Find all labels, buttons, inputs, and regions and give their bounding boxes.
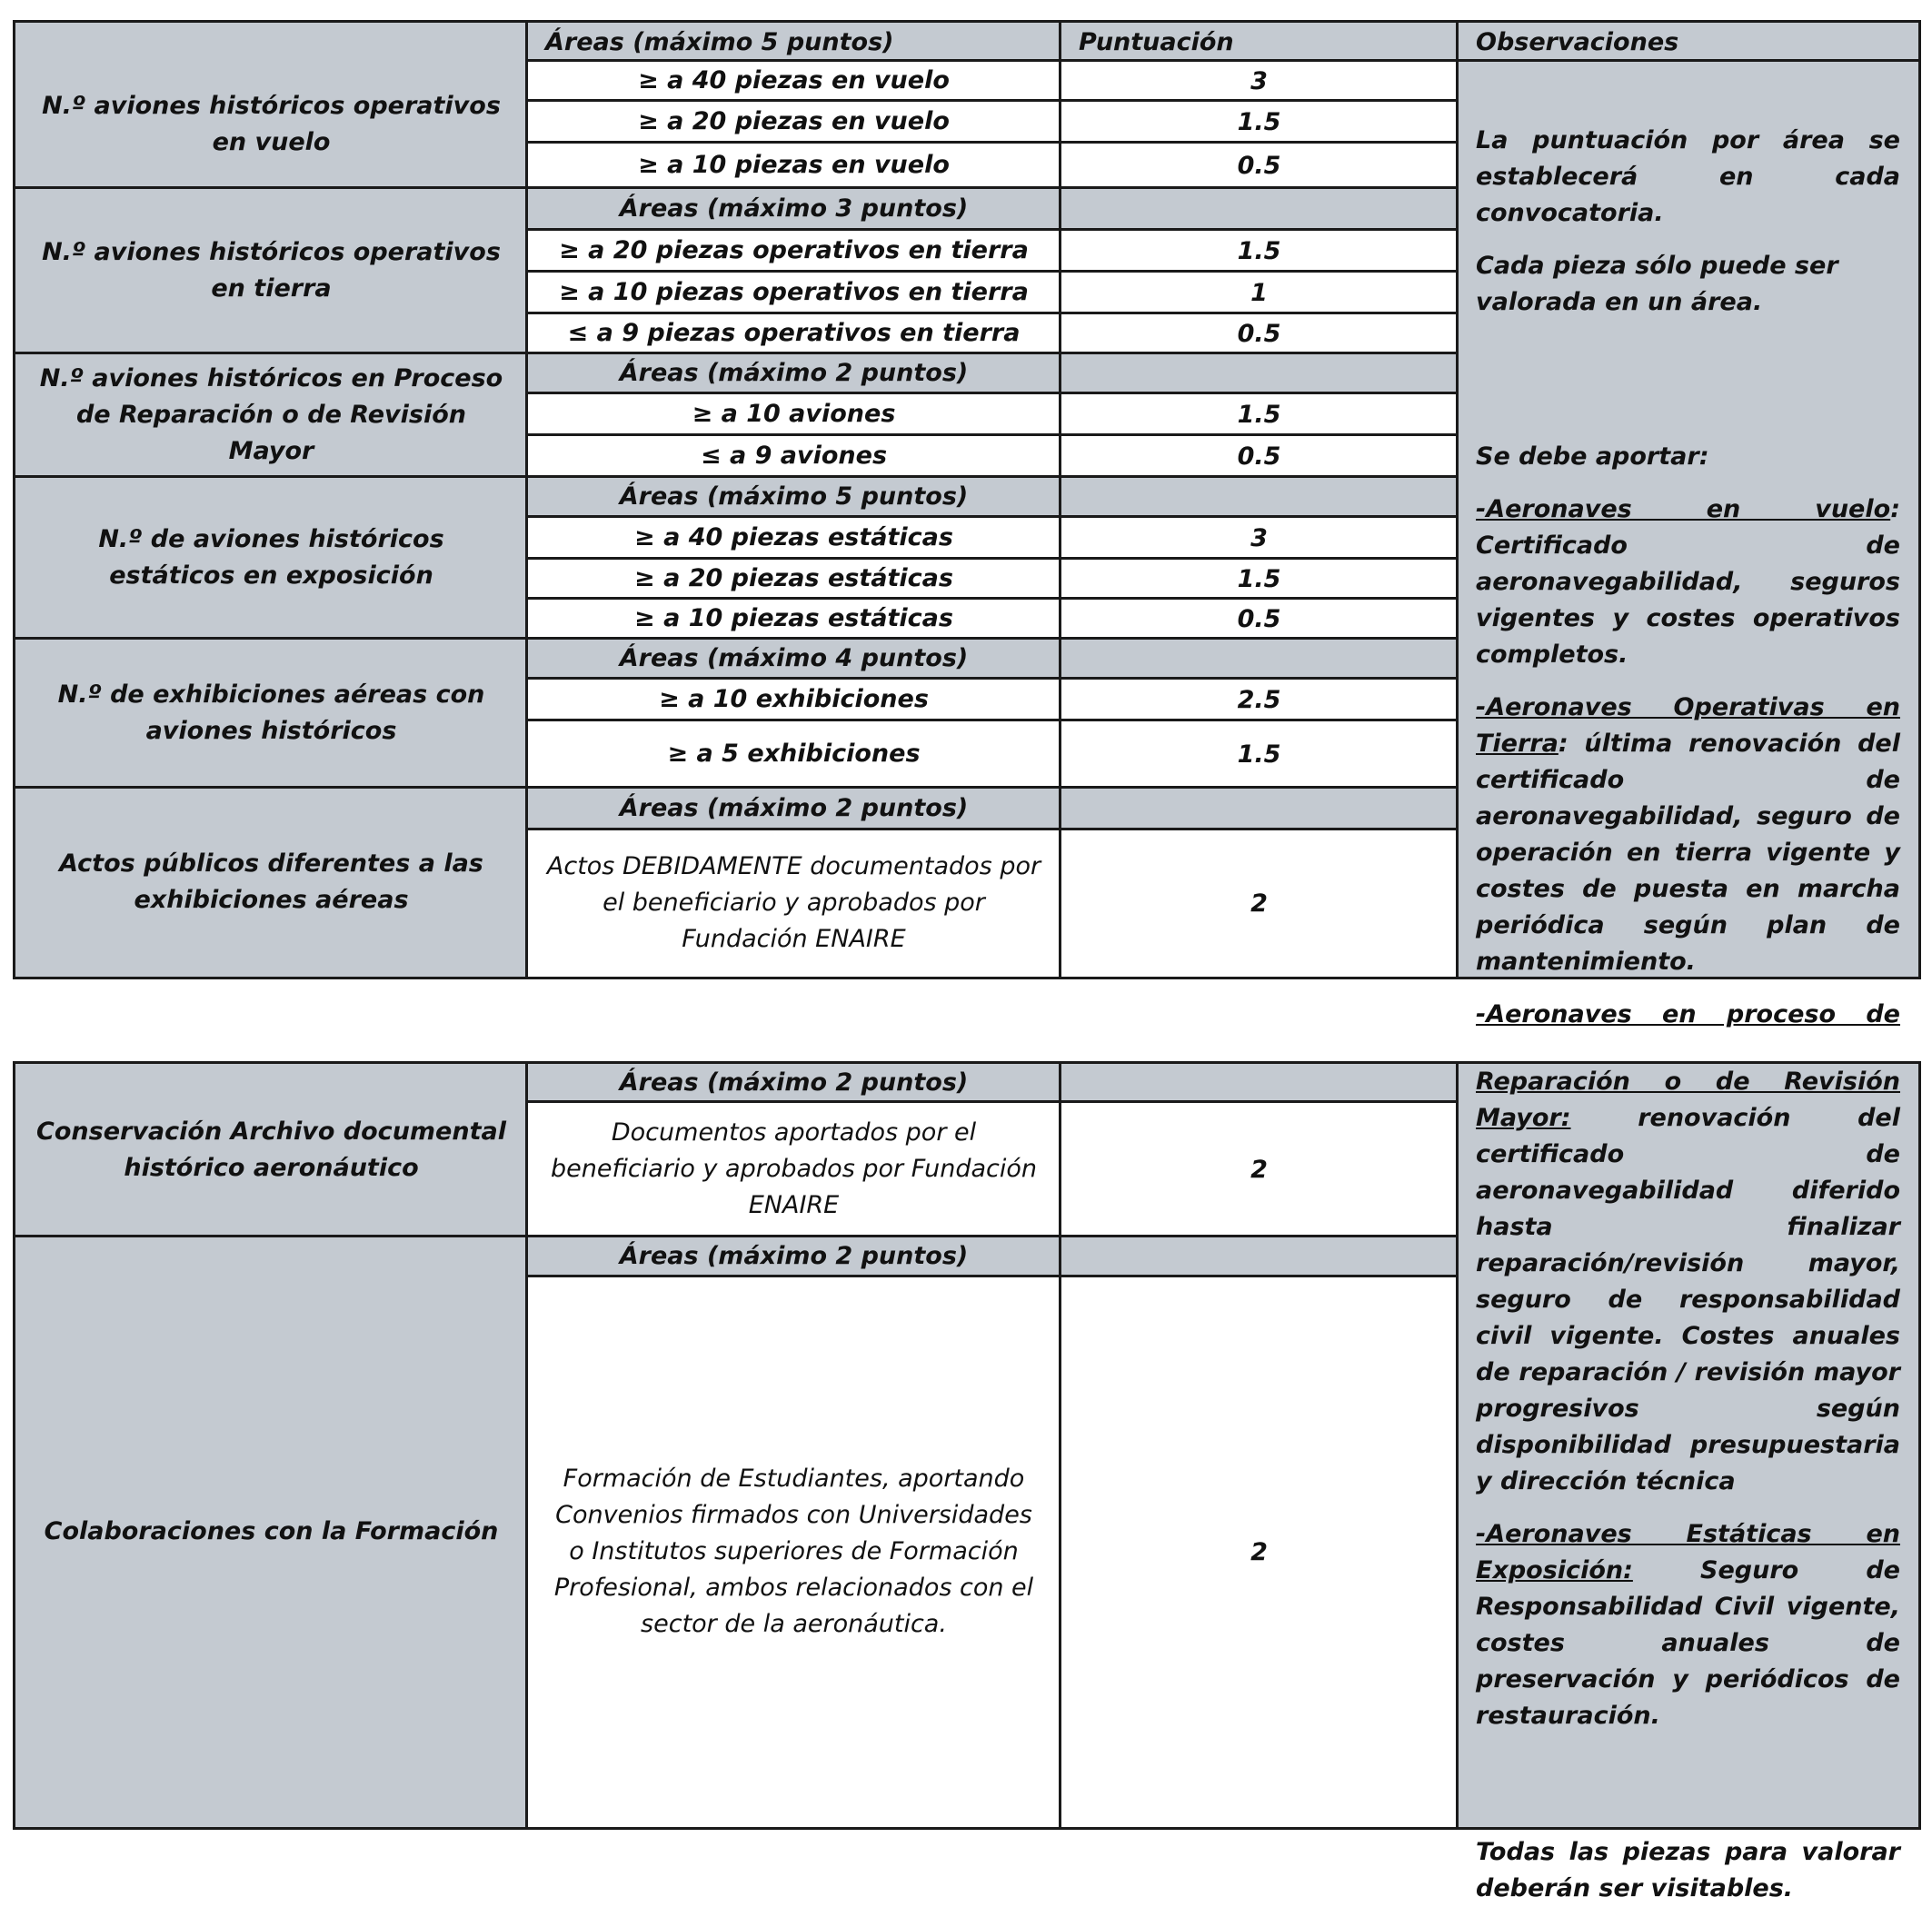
score-cell: 2	[1061, 829, 1458, 977]
obs-title: Reparación o de Revisión Mayor:	[1476, 1068, 1900, 1132]
obs-text: renovación del certificado de aeronavegabilidad diferido hasta finalizar reparación/revisión mayor, seguro de responsabilidad civil vigente. Costes anuales de reparación / revisión mayor progresivos según disponibilidad presupuestaria y dirección técnica	[1476, 1104, 1900, 1495]
area-cell: ≥ a 10 piezas operativos en tierra	[527, 272, 1061, 313]
score-cell: 0.5	[1061, 599, 1458, 639]
obs-paragraph	[1476, 997, 1900, 1033]
areas-subheader: Áreas (máximo 2 puntos)	[527, 788, 1061, 829]
group-label: N.º aviones históricos operativos en tierra	[42, 238, 501, 303]
obs-text: Seguro de Responsabilidad Civil vigente, costes anuales de preservación y periódicos de restauración.	[1476, 1556, 1900, 1730]
empty-cell	[1061, 1064, 1458, 1102]
observaciones-header: Observaciones	[1458, 23, 1918, 61]
area-cell: ≤ a 9 piezas operativos en tierra	[527, 313, 1061, 353]
areas-subheader: Áreas (máximo 3 puntos)	[527, 188, 1061, 230]
area-cell: ≥ a 5 exhibiciones	[527, 720, 1061, 788]
areas-subheader: Áreas (máximo 4 puntos)	[527, 639, 1061, 679]
empty-cell	[1061, 788, 1458, 829]
area-cell: ≥ a 40 piezas en vuelo	[527, 61, 1061, 101]
obs-paragraph	[1476, 1516, 1900, 1734]
area-cell: ≥ a 40 piezas estáticas	[527, 517, 1061, 559]
obs-paragraph: La puntuación por área se establecerá en cada convocatoria.	[1476, 126, 1900, 227]
obs-paragraph	[1476, 690, 1900, 980]
score-cell: 1.5	[1061, 720, 1458, 788]
score-cell: 0.5	[1061, 143, 1458, 188]
areas-subheader: Áreas (máximo 2 puntos)	[527, 353, 1061, 393]
area-cell: ≤ a 9 aviones	[527, 435, 1061, 477]
score-cell: 1.5	[1061, 393, 1458, 435]
obs-title: -Aeronaves en proceso de	[1476, 1000, 1900, 1028]
obs-text: : Certificado de aeronavegabilidad, seguros vigentes y costes operativos completos.	[1476, 495, 1900, 669]
group-label: N.º de exhibiciones aéreas con aviones históricos	[57, 680, 485, 745]
score-cell: 1.5	[1061, 559, 1458, 599]
area-cell: ≥ a 20 piezas estáticas	[527, 559, 1061, 599]
score-cell: 1.5	[1061, 101, 1458, 143]
score-cell: 3	[1061, 517, 1458, 559]
obs-text: : última renovación del certificado de aeronavegabilidad, seguro de operación en tierra vigente y costes de puesta en marcha periódica según plan de mantenimiento.	[1476, 730, 1900, 976]
areas-subheader: Áreas (máximo 2 puntos)	[527, 1237, 1061, 1276]
observaciones-cell	[1458, 61, 1918, 1028]
scoring-table-1	[13, 20, 1921, 1028]
area-cell: Formación de Estudiantes, aportando Convenios firmados con Universidades o Institutos superiores de Formación Profesional, ambos relacionados con el sector de la aeronáutica.	[527, 1276, 1061, 1827]
score-cell: 2	[1061, 1102, 1458, 1237]
area-cell: ≥ a 10 piezas estáticas	[527, 599, 1061, 639]
obs-paragraph	[1476, 492, 1900, 673]
area-cell: ≥ a 20 piezas en vuelo	[527, 101, 1061, 143]
areas-header: Áreas (máximo 5 puntos)	[527, 23, 1061, 61]
score-cell: 1.5	[1061, 230, 1458, 272]
areas-subheader: Áreas (máximo 5 puntos)	[527, 477, 1061, 517]
score-cell: 0.5	[1061, 313, 1458, 353]
score-cell: 1	[1061, 272, 1458, 313]
obs-paragraph	[1476, 1064, 1900, 1500]
group-label: N.º de aviones históricos estáticos en exposición	[98, 525, 444, 590]
area-cell: ≥ a 10 aviones	[527, 393, 1061, 435]
obs-paragraph: Se debe aportar:	[1476, 442, 1709, 471]
puntuacion-header: Puntuación	[1061, 23, 1458, 61]
empty-cell	[1061, 188, 1458, 230]
empty-cell	[1061, 477, 1458, 517]
group-label: N.º aviones históricos en Proceso de Reparación o de Revisión Mayor	[39, 364, 503, 465]
observaciones-cell	[1458, 1064, 1918, 1902]
obs-paragraph: Cada pieza sólo puede ser valorada en un área.	[1476, 252, 1838, 316]
area-cell: ≥ a 20 piezas operativos en tierra	[527, 230, 1061, 272]
scoring-table-2	[13, 1061, 1921, 1902]
group-label: Actos públicos diferentes a las exhibiciones aéreas	[59, 849, 483, 914]
score-cell: 2.5	[1061, 679, 1458, 720]
empty-cell	[1061, 1237, 1458, 1276]
obs-title: -Aeronaves en vuelo	[1476, 495, 1891, 523]
obs-paragraph: Todas las piezas para valorar deberán ser visitables.	[1476, 1838, 1900, 1902]
group-label: Colaboraciones con la Formación	[44, 1517, 499, 1545]
empty-cell	[1061, 639, 1458, 679]
group-label: N.º aviones históricos operativos en vuelo	[42, 92, 501, 156]
score-cell: 2	[1061, 1276, 1458, 1827]
area-cell: Actos DEBIDAMENTE documentados por el beneficiario y aprobados por Fundación ENAIRE	[527, 829, 1061, 977]
score-cell: 3	[1061, 61, 1458, 101]
obs-title: -Aeronaves Estáticas en Exposición:	[1476, 1520, 1900, 1584]
score-cell: 0.5	[1061, 435, 1458, 477]
obs-title: -Aeronaves Operativas en Tierra	[1476, 693, 1900, 758]
area-cell: Documentos aportados por el beneficiario y aprobados por Fundación ENAIRE	[527, 1102, 1061, 1237]
area-cell: ≥ a 10 exhibiciones	[527, 679, 1061, 720]
group-label: Conservación Archivo documental histórico aeronáutico	[36, 1117, 506, 1182]
areas-subheader: Áreas (máximo 2 puntos)	[527, 1064, 1061, 1102]
area-cell: ≥ a 10 piezas en vuelo	[527, 143, 1061, 188]
empty-cell	[1061, 353, 1458, 393]
